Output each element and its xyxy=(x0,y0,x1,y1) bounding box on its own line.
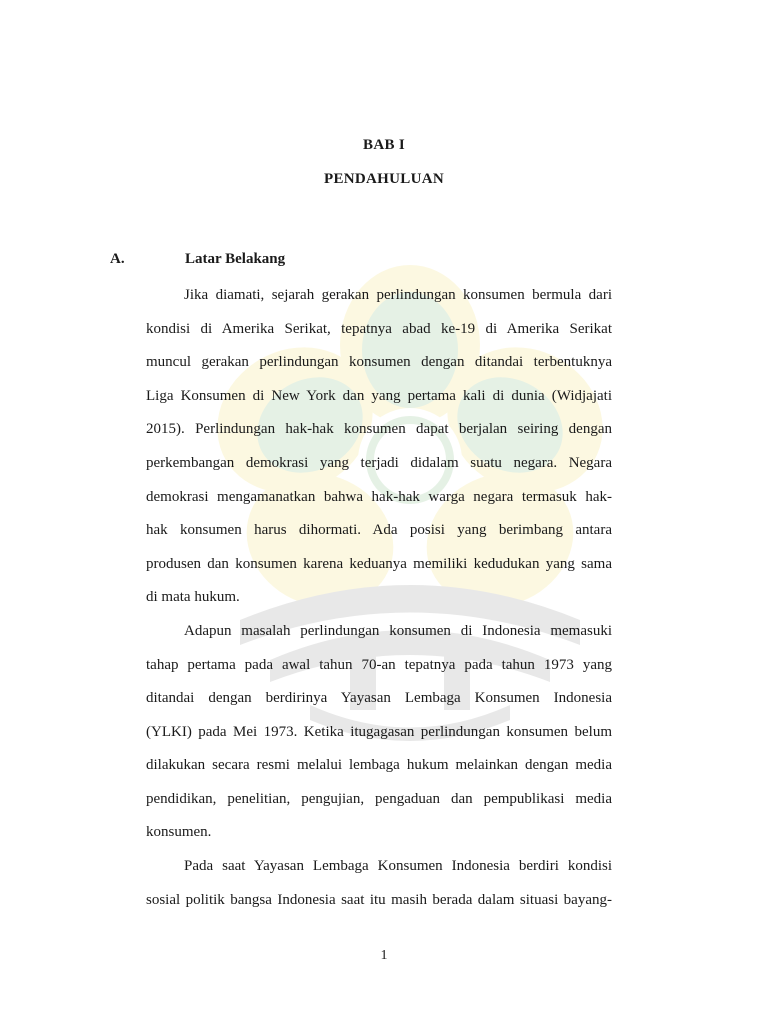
body-line: sosial politik bangsa Indonesia saat itu masih berada dalam situasi bayang- xyxy=(146,892,612,908)
chapter-title: PENDAHULUAN xyxy=(324,171,444,187)
body-line: tahap pertama pada awal tahun 70-an tepatnya pada tahun 1973 yang xyxy=(146,657,612,673)
section-heading xyxy=(110,251,285,268)
body-line: 2015). Perlindungan hak-hak konsumen dapat berjalan seiring dengan xyxy=(146,421,612,437)
body-line: di mata hukum. xyxy=(146,589,240,605)
chapter-number: BAB I xyxy=(363,137,405,153)
body-line: Jika diamati, sejarah gerakan perlindungan konsumen bermula dari xyxy=(184,287,612,303)
section-number: A. xyxy=(110,251,125,267)
body-line: konsumen. xyxy=(146,824,212,840)
body-line: Liga Konsumen di New York dan yang pertama kali di dunia (Widjajati xyxy=(146,388,612,404)
body-line: (YLKI) pada Mei 1973. Ketika itugagasan perlindungan konsumen belum xyxy=(146,724,612,740)
body-line: hak konsumen harus dihormati. Ada posisi yang berimbang antara xyxy=(146,522,612,538)
body-line: Adapun masalah perlindungan konsumen di Indonesia memasuki xyxy=(184,623,612,639)
body-line: Pada saat Yayasan Lembaga Konsumen Indonesia berdiri kondisi xyxy=(184,858,612,874)
body-line: pendidikan, penelitian, pengujian, pengaduan dan pempublikasi media xyxy=(146,791,612,807)
body-line: produsen dan konsumen karena keduanya memiliki kedudukan yang sama xyxy=(146,556,612,572)
body-line: perkembangan demokrasi yang terjadi didalam suatu negara. Negara xyxy=(146,455,612,471)
body-line: ditandai dengan berdirinya Yayasan Lembaga Konsumen Indonesia xyxy=(146,690,612,706)
body-line: demokrasi mengamanatkan bahwa hak-hak warga negara termasuk hak- xyxy=(146,489,612,505)
body-line: muncul gerakan perlindungan konsumen dengan ditandai terbentuknya xyxy=(146,354,612,370)
page-number: 1 xyxy=(380,948,388,963)
section-title: Latar Belakang xyxy=(185,251,286,267)
body-line: dilakukan secara resmi melalui lembaga hukum melainkan dengan media xyxy=(146,757,612,773)
body-line: kondisi di Amerika Serikat, tepatnya abad ke-19 di Amerika Serikat xyxy=(146,321,612,337)
